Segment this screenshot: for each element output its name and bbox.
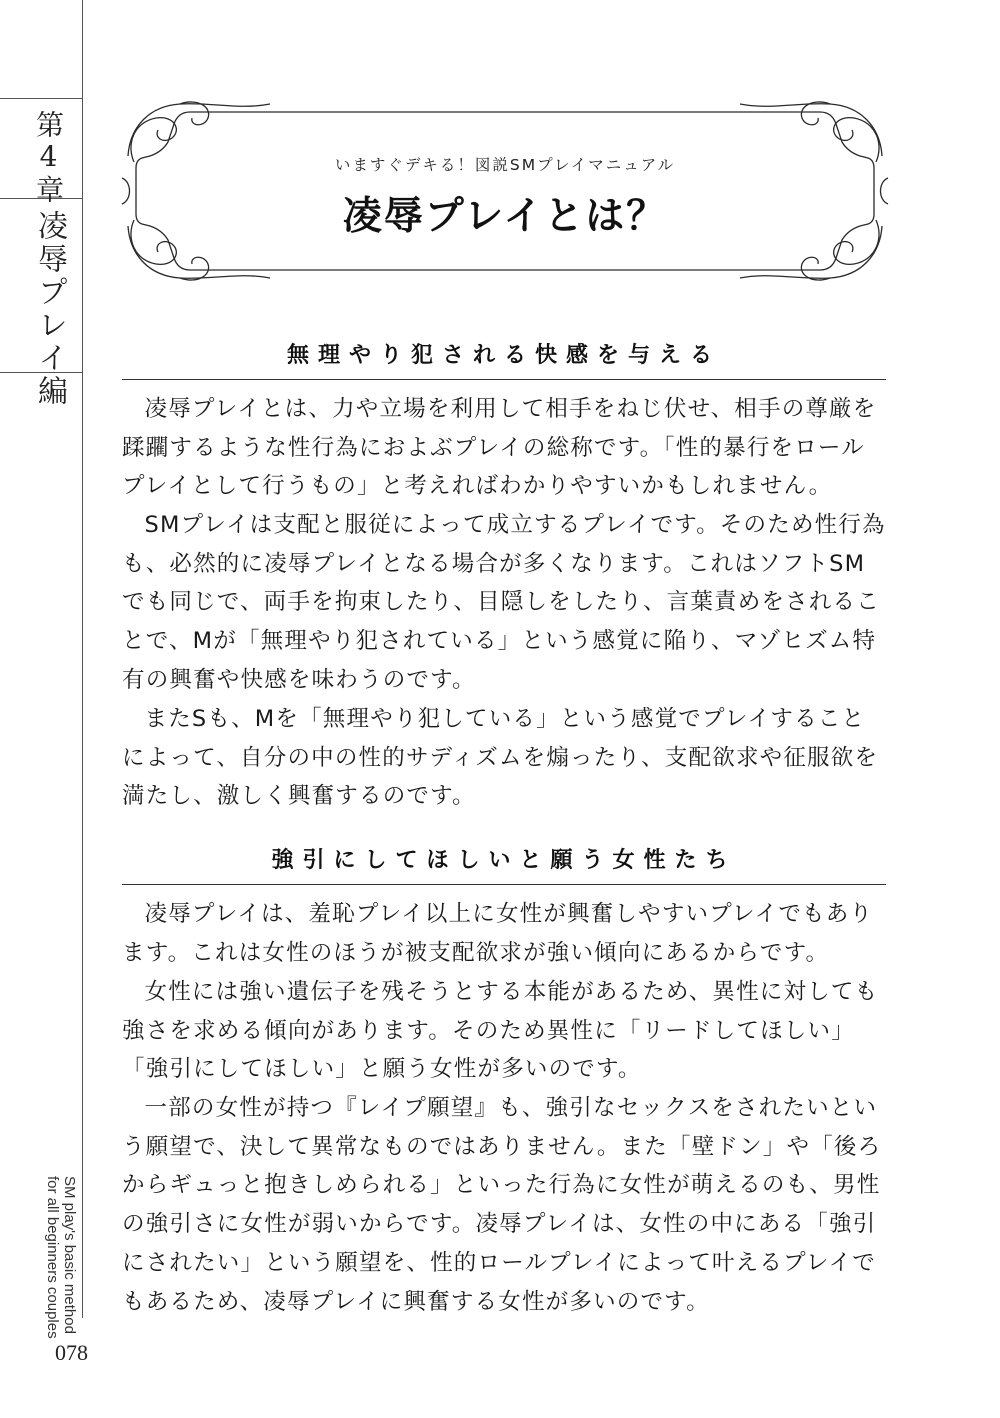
section-rule-1 bbox=[122, 379, 886, 380]
book-subtitle: いますぐデキる！図説SMプレイマニュアル bbox=[334, 156, 676, 174]
english-caption bbox=[44, 1176, 78, 1339]
section-heading-2: 強引にしてほしいと願う女性たち bbox=[271, 848, 737, 873]
english-caption-line1: SM play's basic method bbox=[61, 1176, 78, 1334]
paragraph-1-1: 凌辱プレイとは、力や立場を利用して相手をねじ伏せ、相手の尊厳を蹂躙するような性行為におよぶプレイの総称です。「性的暴行をロールプレイとして行うもの」と考えればわかりやすいかもしれません。 bbox=[122, 396, 877, 500]
margin-divider-top bbox=[0, 98, 82, 99]
section-label: 凌辱プレイ編 bbox=[32, 210, 67, 408]
section-heading-1: 無理やり犯される快感を与える bbox=[286, 343, 721, 368]
paragraph-1-3: またSも、Mを「無理やり犯している」という感覚でプレイすることによって、自分の中の性的サディズムを煽ったり、支配欲求や征服欲を満たし、激しく興奮するのです。 bbox=[122, 706, 879, 810]
page-title: 凌辱プレイとは？ bbox=[342, 194, 668, 239]
paragraph-2-3: 一部の女性が持つ『レイプ願望』も、強引なセックスをされたいという願望で、決して異常なものではありません。また「壁ドン」や「後ろからギュっと抱きしめられる」といった行為に女性が萌えるのも、男性の強引さに女性が弱いからです。凌辱プレイは、女性の中にある「強引にされたい」という願望を、性的ロールプレイによって叶えるプレイでもあるため、凌辱プレイに興奮する女性が多いのです。 bbox=[122, 1095, 882, 1315]
margin-rule bbox=[82, 0, 83, 1318]
page-number: 078 bbox=[55, 1340, 88, 1365]
section-rule-2 bbox=[122, 884, 886, 885]
english-caption-line2: for all beginners couples bbox=[44, 1176, 61, 1339]
chapter-label: 第4章 bbox=[32, 110, 65, 205]
paragraph-1-2: SMプレイは支配と服従によって成立するプレイです。そのため性行為も、必然的に凌辱プレイとなる場合が多くなります。これはソフトSMでも同じで、両手を拘束したり、目隠しをしたり、言葉責めをされることで、Mが「無理やり犯されている」という感覚に陥り、マゾヒズム特有の興奮や快感を味わうのです。 bbox=[122, 512, 886, 693]
paragraph-2-1: 凌辱プレイは、羞恥プレイ以上に女性が興奮しやすいプレイでもあります。これは女性のほうが被支配欲求が強い傾向にあるからです。 bbox=[122, 901, 874, 966]
paragraph-2-2: 女性には強い遺伝子を残そうとする本能があるため、異性に対しても強さを求める傾向があります。そのため異性に「リードしてほしい」「強引にしてほしい」と願う女性が多いのです。 bbox=[122, 979, 879, 1083]
